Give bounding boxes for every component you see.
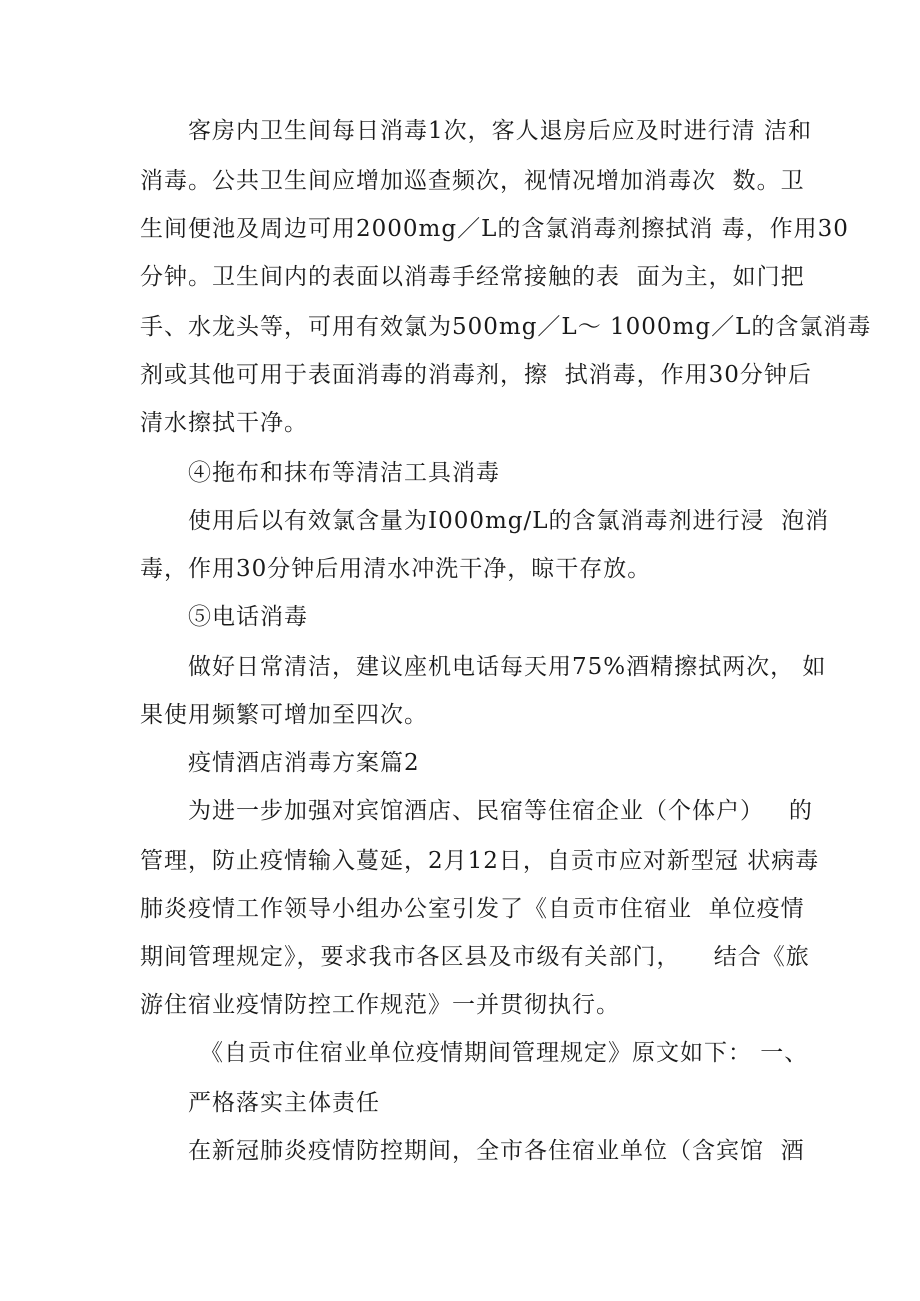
text-line: 游住宿业疫情防控工作规范》一并贯彻执行。 (140, 992, 620, 1018)
text-line: 消毒。公共卫生间应增加巡查频次，视情况增加消毒次 数。卫 (140, 168, 805, 194)
text-line: 管理，防止疫情输入蔓延，2月12日，自贡市应对新型冠 状病毒 (140, 848, 820, 874)
section-heading: ⑤电话消毒 (188, 604, 308, 630)
text-line: 手、水龙头等，可用有效氯为500mg／L～ 1000mg／L的含氯消毒 (140, 314, 872, 340)
text-line: 毒，作用30分钟后用清水冲洗干净，晾干存放。 (140, 556, 652, 582)
section-heading: 严格落实主体责任 (188, 1090, 380, 1116)
text-line: 客房内卫生间每日消毒1次，客人退房后应及时进行清 洁和 (188, 118, 812, 144)
text-line: 做好日常清洁，建议座机电话每天用75%酒精擦拭两次， 如 (188, 654, 827, 680)
text-line: 分钟。卫生间内的表面以消毒手经常接触的表 面为主，如门把 (140, 264, 805, 290)
text-line: 期间管理规定》，要求我市各区县及市级有关部门， 结合《旅 (140, 944, 810, 970)
section-title: 疫情酒店消毒方案篇2 (188, 750, 420, 776)
text-line: 清水擦拭干净。 (140, 410, 308, 436)
text-line: 在新冠肺炎疫情防控期间，全市各住宿业单位（含宾馆 酒 (188, 1138, 805, 1164)
text-line: 《自贡市住宿业单位疫情期间管理规定》原文如下： 一、 (200, 1040, 809, 1066)
text-line: 为进一步加强对宾馆酒店、民宿等住宿企业（个体户） 的 (188, 798, 813, 824)
text-line: 使用后以有效氯含量为I000mg/L的含氯消毒剂进行浸 泡消 (188, 508, 830, 534)
section-heading: ④拖布和抹布等清洁工具消毒 (188, 460, 500, 486)
text-line: 生间便池及周边可用2000mg／L的含氯消毒剂擦拭消 毒，作用30 (140, 216, 849, 242)
text-line: 剂或其他可用于表面消毒的消毒剂，擦 拭消毒，作用30分钟后 (140, 362, 812, 388)
text-line: 果使用频繁可增加至四次。 (140, 702, 428, 728)
text-line: 肺炎疫情工作领导小组办公室引发了《自贡市住宿业 单位疫情 (140, 896, 805, 922)
